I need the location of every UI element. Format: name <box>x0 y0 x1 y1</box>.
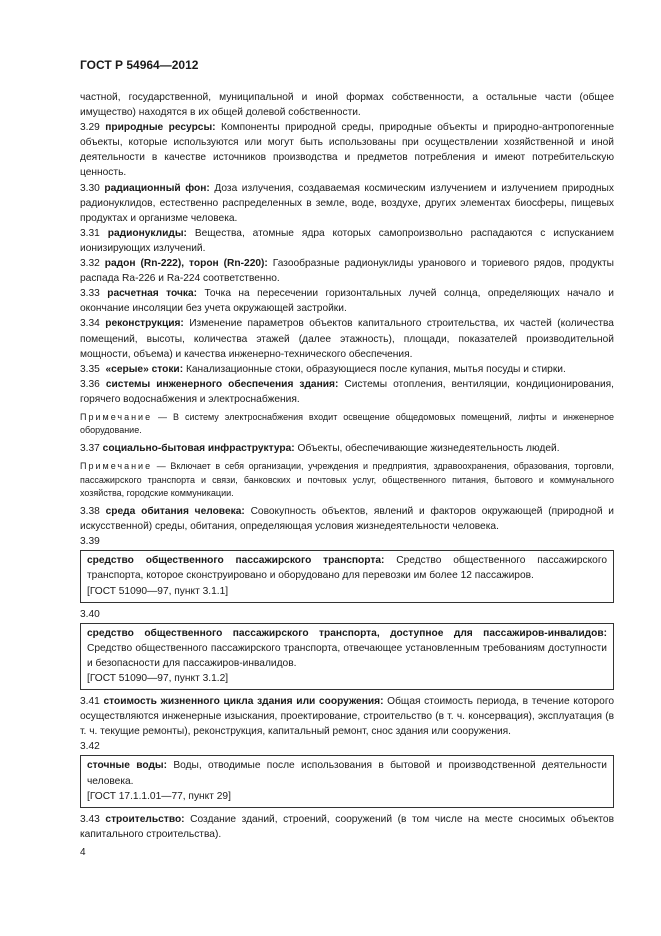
term: расчетная точка: <box>107 288 198 300</box>
note: Примечание — Включает в себя организации, учреждения и предприятия, здравоохранения, образования, торговли, пассажирского транспорта и связи, банковских и почтовых услуг, общественного питания, бытового и коммунального хозяйства, городские коммуникации. <box>80 461 614 498</box>
entry-number: 3.39 <box>80 536 100 548</box>
term: социально-бытовая инфраструктура: <box>102 443 295 455</box>
reference: [ГОСТ 51090—97, пункт 3.1.1] <box>87 585 229 597</box>
reference: [ГОСТ 51090—97, пункт 3.1.2] <box>87 673 229 685</box>
entry-3-34: 3.34 реконструкция: Изменение параметров объектов капитального строительства, их частей (количества помещений, высоты, количества этажей (далее этажность), площади, показателей производительной мощности, объема) и качества инженерно-технического обеспечения. <box>80 318 614 360</box>
term: радон (Rn-222), торон (Rn-220): <box>104 258 268 270</box>
quoted-definition-box: средство общественного пассажирского транспорта, доступное для пассажиров-инвалидов: Средство общественного пассажирского транспорта, отвечающее установленным требованиям доступности и безопасности для пассажиров-инвалидов. [ГОСТ 51090—97, пункт 3.1.2] <box>80 623 614 690</box>
term: средство общественного пассажирского транспорта, доступное для пассажиров-инвалидов: <box>87 627 607 639</box>
entry-3-32: 3.32 радон (Rn-222), торон (Rn-220): Газообразные радионуклиды уранового и ториевого рядов, продукты распада Ra-226 и Ra-224 соответственно. <box>80 258 614 285</box>
term: радиационный фон: <box>104 182 210 194</box>
quoted-definition-box: сточные воды: Воды, отводимые после использования в бытовой и производственной деятельности человека. [ГОСТ 17.1.1.01—77, пункт 29] <box>80 755 614 807</box>
term: системы инженерного обеспечения здания: <box>105 378 339 390</box>
term: среда обитания человека: <box>105 506 245 518</box>
term: стоимость жизненного цикла здания или сооружения: <box>103 696 384 708</box>
entry-number: 3.42 <box>80 741 100 753</box>
term: реконструкция: <box>105 318 184 330</box>
entry-3-33: 3.33 расчетная точка: Точка на пересечении горизонтальных лучей солнца, определяющих начало и окончание инсоляции без учета окружающей застройки. <box>80 288 614 315</box>
entry-3-38: 3.38 среда обитания человека: Совокупность объектов, явлений и факторов окружающей (природной и искусственной) среды, обитания, определяющая условия жизнедеятельности человека. <box>80 506 614 533</box>
entry-3-30: 3.30 радиационный фон: Доза излучения, создаваемая космическим излучением и излучением природных радионуклидов, естественно распределенных в земле, воде, воздухе, других элементах биосферы, пищевых продуктах и организме человека. <box>80 182 614 224</box>
page-number: 4 <box>80 847 86 858</box>
reference: [ГОСТ 17.1.1.01—77, пункт 29] <box>87 790 231 802</box>
term: природные ресурсы: <box>105 122 216 134</box>
entry-3-41: 3.41 стоимость жизненного цикла здания или сооружения: Общая стоимость периода, в течение которого осуществляются инженерные изыскания, проектирование, строительство (в т. ч. консервация), эксплуатация (в т. ч. текущие ремонты), реконструкция, капитальный ремонт, снос здания или сооружения. <box>80 696 614 738</box>
term: «серые» стоки: <box>105 363 184 375</box>
term: строительство: <box>105 813 185 825</box>
entry-continuation: частной, государственной, муниципальной и иной формах собственности, а остальные части (общее имущество) находятся в их общей долевой собственности. <box>80 92 614 119</box>
entry-3-43: 3.43 строительство: Создание зданий, строений, сооружений (в том числе на месте сносимых объектов капитального строительства). <box>80 813 614 840</box>
entry-3-35: 3.35 «серые» стоки: Канализационные стоки, образующиеся после купания, мытья посуды и стирки. <box>80 363 566 375</box>
quoted-definition-box: средство общественного пассажирского транспорта: Средство общественного пассажирского транспорта, которое сконструировано и оборудовано для перевозки им более 12 пассажиров. [ГОСТ 51090—97, пункт 3.1.1] <box>80 550 614 602</box>
term: радионуклиды: <box>107 227 187 239</box>
term: средство общественного пассажирского транспорта: <box>87 555 385 567</box>
entry-3-37: 3.37 социально-бытовая инфраструктура: Объекты, обеспечивающие жизнедеятельность людей. <box>80 443 560 455</box>
note: Примечание — В систему электроснабжения входит освещение общедомовых помещений, лифты и инженерное оборудование. <box>80 411 614 436</box>
page-body <box>80 90 614 842</box>
term: сточные воды: <box>87 760 168 772</box>
entry-3-36: 3.36 системы инженерного обеспечения здания: Системы отопления, вентиляции, кондиционирования, горячего водоснабжения и электроснабжения. <box>80 378 614 405</box>
entry-number: 3.40 <box>80 608 100 620</box>
entry-3-29: 3.29 природные ресурсы: Компоненты природной среды, природные объекты и природно-антропогенные объекты, которые используются или могут быть использованы при осуществлении хозяйственной и иной деятельности в качестве источников производства и предметов потребления и имеют потребительскую ценность. <box>80 122 614 179</box>
document-header: ГОСТ Р 54964—2012 <box>80 58 199 72</box>
entry-3-31: 3.31 радионуклиды: Вещества, атомные ядра которых самопроизвольно распадаются с испусканием ионизирующих излучений. <box>80 227 614 254</box>
